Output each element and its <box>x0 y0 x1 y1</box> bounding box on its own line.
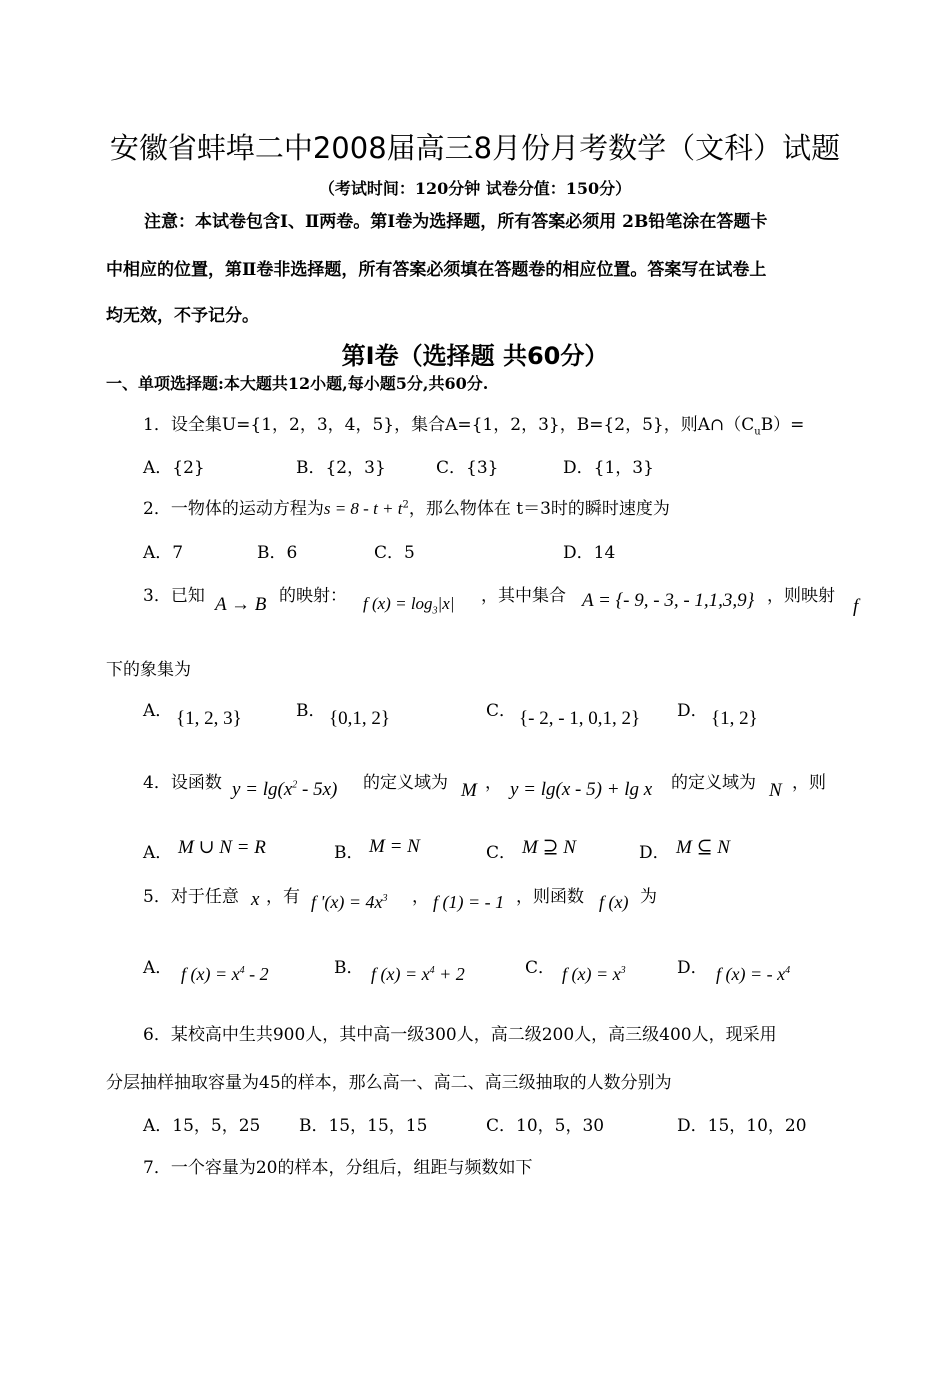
q4-function-2: y = lg(x - 5) + lg x <box>510 779 653 800</box>
q3-label-c: C． <box>486 701 517 721</box>
q6-option-b: B．15，15，15 <box>299 1116 428 1136</box>
q4-mid2: 的定义域为 <box>671 773 756 793</box>
q5-d1: f '(x) = 4x <box>311 892 383 912</box>
q3-option-b: {0,1, 2} <box>329 708 390 729</box>
q5-c-exp: 3 <box>620 965 626 976</box>
q3-mid2: ，其中集合 <box>481 586 566 606</box>
q6-option-a: A．15，5，25 <box>143 1116 261 1136</box>
q5-option-c <box>562 964 626 985</box>
q4-label-b: B． <box>334 843 364 863</box>
q1-text: 1．设全集U={1，2，3，4，5}，集合A={1，2，3}，B={2，5}，则A∩（C <box>143 415 755 435</box>
q5-mid2: ，则函数 <box>516 887 584 907</box>
q6-option-c: C．10，5，30 <box>486 1116 605 1136</box>
notice-line-1: 注意：本试卷包含Ⅰ、Ⅱ两卷。第Ⅰ卷为选择题，所有答案必须用 2B铅笔涂在答题卡 <box>144 212 768 232</box>
q5-condition: f (1) = - 1 <box>433 892 505 912</box>
q4-N: N <box>769 780 782 801</box>
q1-option-a: A．{2} <box>143 458 205 478</box>
q5-d-exp: 4 <box>785 965 791 976</box>
q2-suffix: ，那么物体在 t＝3时的瞬时速度为 <box>408 499 670 519</box>
q2-exponent: 2 <box>402 499 409 511</box>
exam-subtitle: （考试时间：120分钟 试卷分值：150分） <box>318 179 632 198</box>
q3-func: f (x) = log <box>363 594 433 613</box>
question-1 <box>143 410 804 437</box>
part-heading: 一、单项选择题:本大题共12小题,每小题5分,共60分. <box>106 374 489 393</box>
q5-label-d: D． <box>677 958 708 978</box>
q5-b-base: f (x) = x <box>371 964 430 984</box>
q5-suffix: 为 <box>640 887 657 907</box>
q5-a-exp: 4 <box>239 965 245 976</box>
q4-option-d: M ⊆ N <box>676 837 730 858</box>
q4-option-a: M ∪ N = R <box>178 837 266 858</box>
notice-line-2: 中相应的位置，第Ⅱ卷非选择题，所有答案必须填在答题卷的相应位置。答案写在试卷上 <box>106 260 767 280</box>
q6-line-1: 6．某校高中生共900人，其中高一级300人，高二级200人，高三级400人，现采用 <box>143 1025 777 1045</box>
q4-mid1: 的定义域为 <box>363 773 448 793</box>
q4-M: M <box>461 780 477 801</box>
q3-option-d: {1, 2} <box>711 708 758 729</box>
q3-label-a: A． <box>143 701 173 721</box>
q5-option-b <box>371 964 465 985</box>
section-title: 第Ⅰ卷（选择题 共60分） <box>341 342 609 370</box>
q5-d1-exponent: 3 <box>382 893 388 904</box>
q4-suffix: ，则 <box>792 773 826 793</box>
q5-prefix: 5．对于任意 <box>143 887 239 907</box>
q2-option-c: C．5 <box>374 543 415 563</box>
q3-log-base: 3 <box>432 605 438 617</box>
q5-option-a <box>181 964 269 985</box>
q5-comma: ， <box>412 887 429 907</box>
q3-mid1: 的映射： <box>279 586 347 606</box>
q5-derivative <box>311 892 387 913</box>
q5-label-b: B． <box>334 958 364 978</box>
question-2 <box>143 494 670 519</box>
q1-tail: B）= <box>760 415 805 435</box>
q3-map: A → B <box>215 594 267 615</box>
q1-option-d: D．{1，3} <box>563 458 654 478</box>
q6-line-2: 分层抽样抽取容量为45的样本，那么高一、高二、高三级抽取的人数分别为 <box>106 1073 672 1093</box>
q3-mid3: ，则映射 <box>767 586 835 606</box>
q4-f1-exponent: 2 <box>292 779 298 791</box>
q5-b-exp: 4 <box>429 965 435 976</box>
q5-d-base: f (x) = - x <box>716 964 786 984</box>
q5-a-tail: - 2 <box>244 964 269 984</box>
exam-title: 安徽省蚌埠二中2008届高三8月份月考数学（文科）试题 <box>109 131 841 165</box>
q1-option-b: B．{2，3} <box>296 458 386 478</box>
q4-f1b: - 5x) <box>297 779 338 800</box>
q5-fx: f (x) <box>599 892 629 912</box>
q4-function-1 <box>232 779 337 801</box>
q4-option-c: M ⊇ N <box>522 837 576 858</box>
q6-option-d: D．15，10，20 <box>677 1116 807 1136</box>
q4-label-a: A． <box>143 843 173 863</box>
q3-line2: 下的象集为 <box>106 660 191 680</box>
q3-set: A = {- 9, - 3, - 1,1,3,9} <box>582 590 755 611</box>
q5-b-tail: + 2 <box>434 964 465 984</box>
q5-label-c: C． <box>525 958 556 978</box>
q4-f1a: y = lg(x <box>232 779 293 800</box>
question-7: 7．一个容量为20的样本，分组后，组距与频数如下 <box>143 1158 533 1178</box>
q2-option-a: A．7 <box>143 543 184 563</box>
q3-abs: |x| <box>437 594 455 613</box>
q3-label-d: D． <box>677 701 708 721</box>
q5-mid1: ，有 <box>266 887 300 907</box>
q3-f: f <box>853 596 859 617</box>
q2-formula: s = 8 - t + t <box>323 499 403 518</box>
q3-label-b: B． <box>296 701 326 721</box>
q4-label-c: C． <box>486 843 517 863</box>
q3-option-a: {1, 2, 3} <box>176 708 242 729</box>
q4-option-b: M = N <box>369 836 420 857</box>
q3-function <box>363 594 454 616</box>
q3-option-c: {- 2, - 1, 0,1, 2} <box>519 708 641 729</box>
q2-prefix: 2．一物体的运动方程为 <box>143 499 324 519</box>
q3-prefix: 3．已知 <box>143 586 205 606</box>
q4-prefix: 4．设函数 <box>143 773 222 793</box>
q5-a-base: f (x) = x <box>181 964 240 984</box>
notice-line-3: 均无效，不予记分。 <box>106 306 259 326</box>
q5-label-a: A． <box>143 958 173 978</box>
q1-option-c: C．{3} <box>436 458 499 478</box>
q5-x: x <box>251 889 260 910</box>
q5-c-base: f (x) = x <box>562 964 621 984</box>
q1-subscript: u <box>754 426 761 438</box>
q4-comma: ， <box>485 773 502 793</box>
q2-option-b: B．6 <box>257 543 298 563</box>
q5-option-d <box>716 964 790 985</box>
q2-option-d: D．14 <box>563 543 616 563</box>
q4-label-d: D． <box>639 843 670 863</box>
